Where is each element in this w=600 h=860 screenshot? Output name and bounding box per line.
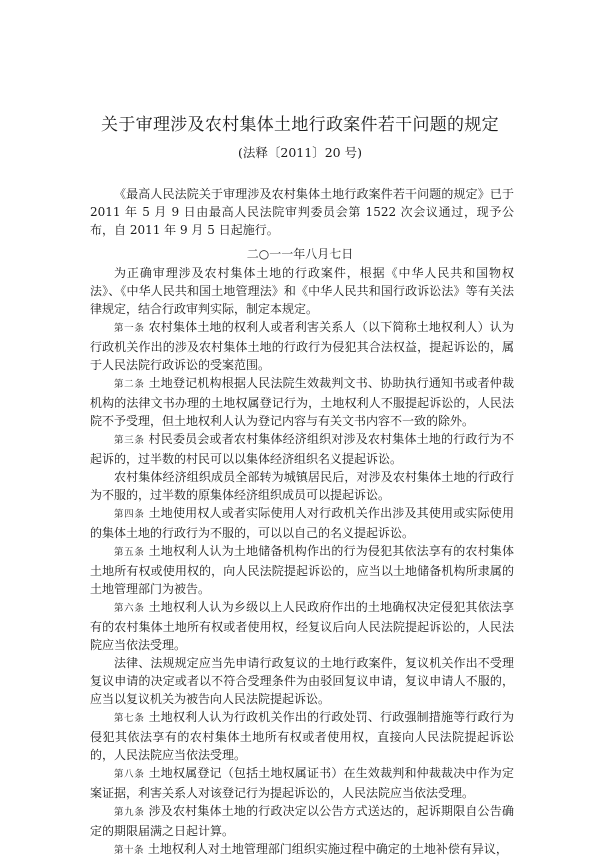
article-text: 农村集体土地的权利人或者利害关系人（以下简称土地权利人）认为行政机关作出的涉及农村集体土地的行政行为侵犯其合法权益，提起诉讼的，属于人民法院行政诉讼的受案范围。 [90, 320, 514, 372]
intro-paragraph: 《最高人民法院关于审理涉及农村集体土地行政案件若干问题的规定》已于2011 年 5 月 9 日由最高人民法院审判委员会第 1522 次会议通过，现予公布，自 2011 年 9 月 5 日起施行。 [90, 187, 514, 237]
article-list [90, 318, 514, 860]
article-paragraph [90, 374, 514, 430]
article-number: 第五条 [114, 547, 145, 558]
article-paragraph [90, 840, 514, 860]
article-number: 第二条 [114, 379, 145, 390]
document-title: 关于审理涉及农村集体土地行政案件若干问题的规定 [101, 115, 499, 135]
article-text: 土地权利人认为土地储备机构作出的行为侵犯其依法享有的农村集体土地所有权或使用权的，向人民法院提起诉讼的，应当以土地储备机构所隶属的土地管理部门为被告。 [90, 544, 514, 596]
article-text: 土地权属登记（包括土地权属证书）在生效裁判和仲裁裁决中作为定案证据，利害关系人对该登记行为提起诉讼的，人民法院应当依法受理。 [90, 766, 514, 800]
article-paragraph [90, 598, 514, 654]
article-text: 法律、法规规定应当先申请行政复议的土地行政案件，复议机关作出不受理复议申请的决定或者以不符合受理条件为由驳回复议申请，复议申请人不服的，应当以复议机关为被告向人民法院提起诉讼。 [90, 656, 514, 706]
article-text: 土地登记机构根据人民法院生效裁判文书、协助执行通知书或者仲裁机构的法律文书办理的土地权属登记行为，土地权利人不服提起诉讼的，人民法院不予受理，但土地权利人认为登记内容与有关文书内容不一致的除外。 [90, 376, 514, 428]
article-paragraph [90, 542, 514, 598]
document-number: (法释〔2011〕20 号) [238, 145, 362, 160]
article-text: 土地权利人认为乡级以上人民政府作出的土地确权决定侵犯其依法享有的农村集体土地所有权或者使用权，经复议后向人民法院提起诉讼的，人民法院应当依法受理。 [90, 600, 514, 652]
article-paragraph [90, 708, 514, 764]
article-text: 农村集体经济组织成员全部转为城镇居民后，对涉及农村集体土地的行政行为不服的，过半数的原集体经济组织成员可以提起诉讼。 [90, 470, 514, 502]
article-text: 土地使用权人或者实际使用人对行政机关作出涉及其使用或实际使用的集体土地的行政行为不服的，可以以自己的名义提起诉讼。 [90, 506, 514, 540]
article-paragraph [90, 802, 514, 840]
article-paragraph [90, 430, 514, 468]
article-number: 第三条 [114, 435, 145, 446]
article-paragraph [90, 654, 514, 708]
article-text: 土地权利人认为行政机关作出的行政处罚、行政强制措施等行政行为侵犯其依法享有的农村集体土地所有权或者使用权，直接向人民法院提起诉讼的，人民法院应当依法受理。 [90, 710, 514, 762]
regulation-body [90, 264, 514, 860]
article-paragraph [90, 504, 514, 542]
article-text: 涉及农村集体土地的行政决定以公告方式送达的，起诉期限自公告确定的期限届满之日起计算。 [90, 804, 514, 838]
preamble-paragraph: 为正确审理涉及农村集体土地的行政案件，根据《中华人民共和国物权法》、《中华人民共和国土地管理法》和《中华人民共和国行政诉讼法》等有关法律规定，结合行政审判实际，制定本规定。 [90, 266, 514, 316]
issue-date: 二○一一年八月七日 [246, 247, 354, 261]
article-number: 第七条 [114, 713, 145, 724]
article-number: 第一条 [114, 323, 145, 334]
article-text: 土地权利人对土地管理部门组织实施过程中确定的土地补偿有异议， [147, 842, 508, 856]
article-number: 第八条 [114, 769, 145, 780]
article-text: 村民委员会或者农村集体经济组织对涉及农村集体土地的行政行为不起诉的，过半数的村民可以以集体经济组织名义提起诉讼。 [90, 432, 514, 466]
article-number: 第四条 [114, 509, 145, 520]
article-paragraph [90, 764, 514, 802]
article-paragraph [90, 468, 514, 504]
article-number: 第九条 [114, 807, 145, 818]
article-number: 第十条 [114, 845, 145, 856]
article-number: 第六条 [114, 603, 145, 614]
article-paragraph [90, 318, 514, 374]
